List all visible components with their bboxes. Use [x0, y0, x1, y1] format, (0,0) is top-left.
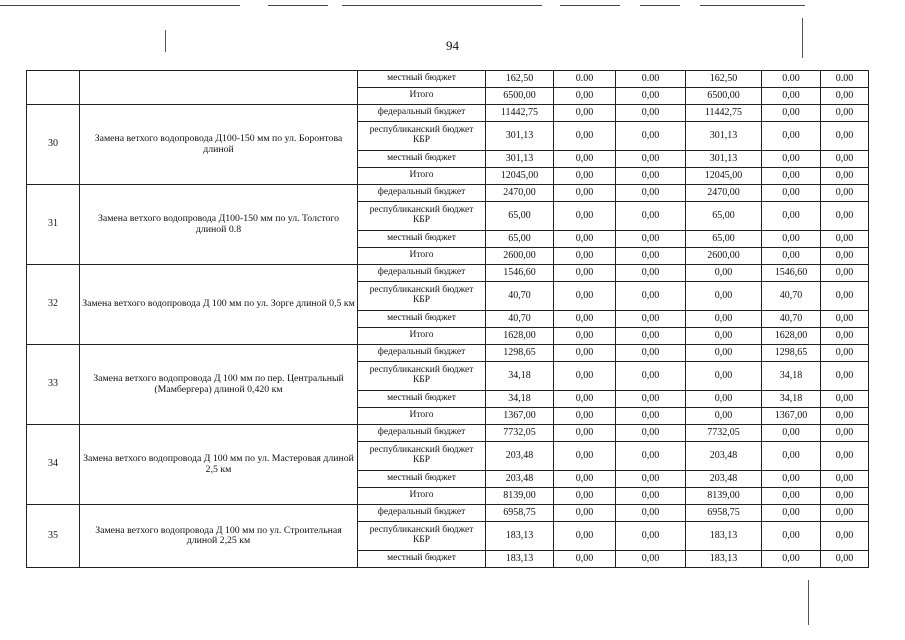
- amount-cell: 0,00: [821, 88, 869, 105]
- funding-source-cell: республиканский бюджет КБР: [358, 522, 486, 551]
- amount-cell: 40,70: [762, 282, 821, 311]
- funding-source-cell: федеральный бюджет: [358, 265, 486, 282]
- amount-cell: 0,00: [821, 425, 869, 442]
- amount-cell: 301,13: [686, 151, 762, 168]
- funding-source-cell: местный бюджет: [358, 311, 486, 328]
- funding-source-cell: Итого: [358, 488, 486, 505]
- amount-cell: 0,00: [554, 551, 616, 568]
- amount-cell: 0,00: [762, 488, 821, 505]
- table-row: [27, 345, 869, 362]
- amount-cell: 11442,75: [486, 105, 554, 122]
- table-row: [27, 185, 869, 202]
- amount-cell: 11442,75: [686, 105, 762, 122]
- amount-cell: 0,00: [616, 265, 686, 282]
- amount-cell: 7732,05: [686, 425, 762, 442]
- amount-cell: 34,18: [486, 362, 554, 391]
- funding-source-cell: республиканский бюджет КБР: [358, 122, 486, 151]
- amount-cell: 0,00: [616, 488, 686, 505]
- amount-cell: 0,00: [821, 231, 869, 248]
- amount-cell: 0,00: [554, 105, 616, 122]
- amount-cell: 203,48: [686, 442, 762, 471]
- amount-cell: 0,00: [616, 311, 686, 328]
- amount-cell: 0,00: [686, 362, 762, 391]
- amount-cell: 0,00: [616, 151, 686, 168]
- amount-cell: 0,00: [821, 105, 869, 122]
- amount-cell: 2600,00: [686, 248, 762, 265]
- scan-edge-line: [640, 5, 680, 6]
- amount-cell: 0,00: [821, 505, 869, 522]
- amount-cell: 0,00: [821, 362, 869, 391]
- amount-cell: 183,13: [486, 551, 554, 568]
- amount-cell: 2470,00: [486, 185, 554, 202]
- project-title-cell: Замена ветхого водопровода Д100-150 мм по ул. Толстого длиной 0.8: [80, 185, 358, 265]
- amount-cell: 0,00: [554, 505, 616, 522]
- amount-cell: 0,00: [762, 122, 821, 151]
- amount-cell: 0,00: [616, 425, 686, 442]
- amount-cell: 34,18: [762, 391, 821, 408]
- amount-cell: 0,00: [554, 168, 616, 185]
- funding-source-cell: федеральный бюджет: [358, 345, 486, 362]
- table-row: [27, 265, 869, 282]
- amount-cell: 0,00: [686, 345, 762, 362]
- amount-cell: 0,00: [616, 522, 686, 551]
- amount-cell: 0,00: [762, 168, 821, 185]
- funding-source-cell: Итого: [358, 88, 486, 105]
- amount-cell: 301,13: [486, 122, 554, 151]
- amount-cell: 0,00: [554, 231, 616, 248]
- amount-cell: 0,00: [554, 362, 616, 391]
- amount-cell: 0,00: [762, 471, 821, 488]
- row-number-cell: 34: [27, 425, 80, 505]
- amount-cell: 301,13: [486, 151, 554, 168]
- amount-cell: 0,00: [762, 88, 821, 105]
- amount-cell: 0,00: [616, 122, 686, 151]
- amount-cell: 0,00: [616, 471, 686, 488]
- amount-cell: 0,00: [554, 328, 616, 345]
- amount-cell: 0,00: [554, 185, 616, 202]
- funding-source-cell: Итого: [358, 328, 486, 345]
- amount-cell: 162,50: [486, 71, 554, 88]
- amount-cell: 0,00: [762, 248, 821, 265]
- project-title-cell: Замена ветхого водопровода Д100-150 мм по ул. Боронтова длиной: [80, 105, 358, 185]
- funding-source-cell: республиканский бюджет КБР: [358, 202, 486, 231]
- amount-cell: 203,48: [486, 442, 554, 471]
- amount-cell: 0,00: [821, 345, 869, 362]
- amount-cell: 0,00: [762, 551, 821, 568]
- funding-source-cell: федеральный бюджет: [358, 425, 486, 442]
- amount-cell: 0,00: [554, 522, 616, 551]
- amount-cell: 0,00: [554, 311, 616, 328]
- amount-cell: 7732,05: [486, 425, 554, 442]
- amount-cell: 0,00: [821, 265, 869, 282]
- amount-cell: 301,13: [686, 122, 762, 151]
- amount-cell: 6500,00: [686, 88, 762, 105]
- amount-cell: 0,00: [616, 105, 686, 122]
- scan-edge-line: [700, 5, 805, 6]
- amount-cell: 34,18: [486, 391, 554, 408]
- amount-cell: 0,00: [616, 282, 686, 311]
- amount-cell: 1628,00: [762, 328, 821, 345]
- funding-source-cell: местный бюджет: [358, 231, 486, 248]
- amount-cell: 0,00: [762, 231, 821, 248]
- amount-cell: 0,00: [616, 391, 686, 408]
- amount-cell: 0,00: [762, 442, 821, 471]
- amount-cell: 1546,60: [486, 265, 554, 282]
- table-row: [27, 71, 869, 88]
- amount-cell: 6958,75: [486, 505, 554, 522]
- amount-cell: 203,48: [486, 471, 554, 488]
- amount-cell: 0,00: [686, 311, 762, 328]
- amount-cell: 0,00: [554, 122, 616, 151]
- amount-cell: 6958,75: [686, 505, 762, 522]
- amount-cell: 0,00: [554, 151, 616, 168]
- amount-cell: 0,00: [616, 248, 686, 265]
- amount-cell: 65,00: [686, 202, 762, 231]
- amount-cell: 0,00: [762, 505, 821, 522]
- page-number: 94: [446, 38, 459, 53]
- amount-cell: 0,00: [821, 522, 869, 551]
- amount-cell: 65,00: [486, 202, 554, 231]
- amount-cell: 8139,00: [486, 488, 554, 505]
- funding-source-cell: местный бюджет: [358, 551, 486, 568]
- table-row: [27, 425, 869, 442]
- amount-cell: 12045,00: [686, 168, 762, 185]
- scan-mark: [808, 580, 809, 625]
- amount-cell: 0,00: [686, 408, 762, 425]
- amount-cell: 0,00: [821, 328, 869, 345]
- amount-cell: 0,00: [616, 202, 686, 231]
- amount-cell: 0,00: [554, 488, 616, 505]
- amount-cell: 0,00: [554, 345, 616, 362]
- budget-table: [26, 70, 869, 568]
- amount-cell: 65,00: [686, 231, 762, 248]
- amount-cell: 0,00: [616, 88, 686, 105]
- project-title-cell: Замена ветхого водопровода Д 100 мм по ул. Зорге длиной 0,5 км: [80, 265, 358, 345]
- amount-cell: 0,00: [616, 362, 686, 391]
- funding-source-cell: местный бюджет: [358, 151, 486, 168]
- amount-cell: 0,00: [554, 88, 616, 105]
- amount-cell: 0,00: [616, 231, 686, 248]
- funding-source-cell: Итого: [358, 408, 486, 425]
- row-number-cell: 31: [27, 185, 80, 265]
- amount-cell: 0,00: [821, 391, 869, 408]
- amount-cell: 0,00: [821, 408, 869, 425]
- amount-cell: 0.00: [821, 71, 869, 88]
- amount-cell: 0,00: [686, 282, 762, 311]
- funding-source-cell: Итого: [358, 248, 486, 265]
- amount-cell: 0,00: [821, 151, 869, 168]
- project-title-cell: [80, 71, 358, 105]
- project-title-cell: Замена ветхого водопровода Д 100 мм по ул. Строительная длиной 2,25 км: [80, 505, 358, 568]
- amount-cell: 34,18: [762, 362, 821, 391]
- amount-cell: 0,00: [821, 442, 869, 471]
- amount-cell: 0,00: [554, 282, 616, 311]
- amount-cell: 0,00: [762, 425, 821, 442]
- amount-cell: 40,70: [486, 282, 554, 311]
- row-number-cell: 32: [27, 265, 80, 345]
- funding-source-cell: местный бюджет: [358, 471, 486, 488]
- amount-cell: 0,00: [554, 265, 616, 282]
- amount-cell: 0,00: [686, 391, 762, 408]
- amount-cell: 183,13: [686, 551, 762, 568]
- table-row: [27, 505, 869, 522]
- amount-cell: 0,00: [554, 248, 616, 265]
- amount-cell: 1367,00: [762, 408, 821, 425]
- amount-cell: 40,70: [762, 311, 821, 328]
- amount-cell: 0.00: [554, 71, 616, 88]
- amount-cell: 0.00: [762, 71, 821, 88]
- amount-cell: 183,13: [486, 522, 554, 551]
- row-number-cell: 35: [27, 505, 80, 568]
- amount-cell: 0,00: [616, 505, 686, 522]
- funding-source-cell: республиканский бюджет КБР: [358, 442, 486, 471]
- amount-cell: 203,48: [686, 471, 762, 488]
- amount-cell: 0,00: [821, 122, 869, 151]
- amount-cell: 0,00: [821, 202, 869, 231]
- amount-cell: 12045,00: [486, 168, 554, 185]
- amount-cell: 0,00: [616, 328, 686, 345]
- amount-cell: 0,00: [821, 185, 869, 202]
- table-row: [27, 105, 869, 122]
- scan-edge-line: [560, 5, 620, 6]
- amount-cell: 65,00: [486, 231, 554, 248]
- funding-source-cell: местный бюджет: [358, 71, 486, 88]
- amount-cell: 162,50: [686, 71, 762, 88]
- funding-source-cell: федеральный бюджет: [358, 505, 486, 522]
- funding-source-cell: республиканский бюджет КБР: [358, 282, 486, 311]
- amount-cell: 0,00: [821, 551, 869, 568]
- amount-cell: 183,13: [686, 522, 762, 551]
- amount-cell: 0,00: [554, 391, 616, 408]
- amount-cell: 0,00: [762, 202, 821, 231]
- project-title-cell: Замена ветхого водопровода Д 100 мм по ул. Мастеровая длиной 2,5 км: [80, 425, 358, 505]
- amount-cell: 1546,60: [762, 265, 821, 282]
- scan-edge-line: [342, 5, 542, 6]
- amount-cell: 40,70: [486, 311, 554, 328]
- amount-cell: 0,00: [616, 442, 686, 471]
- amount-cell: 1298,65: [486, 345, 554, 362]
- amount-cell: 0,00: [821, 311, 869, 328]
- amount-cell: 1367,00: [486, 408, 554, 425]
- funding-source-cell: Итого: [358, 168, 486, 185]
- row-number-cell: [27, 71, 80, 105]
- amount-cell: 1298,65: [762, 345, 821, 362]
- funding-source-cell: федеральный бюджет: [358, 185, 486, 202]
- amount-cell: 0,00: [554, 202, 616, 231]
- table-body: [27, 71, 869, 568]
- amount-cell: 0,00: [616, 551, 686, 568]
- amount-cell: 0,00: [616, 168, 686, 185]
- amount-cell: 2600,00: [486, 248, 554, 265]
- amount-cell: 0,00: [554, 442, 616, 471]
- amount-cell: 0,00: [821, 248, 869, 265]
- amount-cell: 0.00: [616, 71, 686, 88]
- amount-cell: 0,00: [762, 105, 821, 122]
- amount-cell: 0,00: [762, 185, 821, 202]
- amount-cell: 0,00: [686, 328, 762, 345]
- amount-cell: 0,00: [554, 408, 616, 425]
- funding-source-cell: местный бюджет: [358, 391, 486, 408]
- amount-cell: 0,00: [821, 168, 869, 185]
- funding-source-cell: республиканский бюджет КБР: [358, 362, 486, 391]
- amount-cell: 0,00: [821, 282, 869, 311]
- amount-cell: 0,00: [554, 425, 616, 442]
- funding-source-cell: федеральный бюджет: [358, 105, 486, 122]
- project-title-cell: Замена ветхого водопровода Д 100 мм по пер. Центральный (Мамбергера) длиной 0,420 км: [80, 345, 358, 425]
- amount-cell: 0,00: [762, 522, 821, 551]
- amount-cell: 6500,00: [486, 88, 554, 105]
- scan-edge-line: [0, 5, 240, 6]
- amount-cell: 0,00: [821, 488, 869, 505]
- amount-cell: 8139,00: [686, 488, 762, 505]
- scan-edge-line: [268, 5, 328, 6]
- row-number-cell: 33: [27, 345, 80, 425]
- row-number-cell: 30: [27, 105, 80, 185]
- amount-cell: 0,00: [686, 265, 762, 282]
- amount-cell: 0,00: [821, 471, 869, 488]
- amount-cell: 0,00: [616, 408, 686, 425]
- amount-cell: 0,00: [616, 185, 686, 202]
- amount-cell: 0,00: [554, 471, 616, 488]
- amount-cell: 1628,00: [486, 328, 554, 345]
- amount-cell: 0,00: [616, 345, 686, 362]
- amount-cell: 0,00: [762, 151, 821, 168]
- amount-cell: 2470,00: [686, 185, 762, 202]
